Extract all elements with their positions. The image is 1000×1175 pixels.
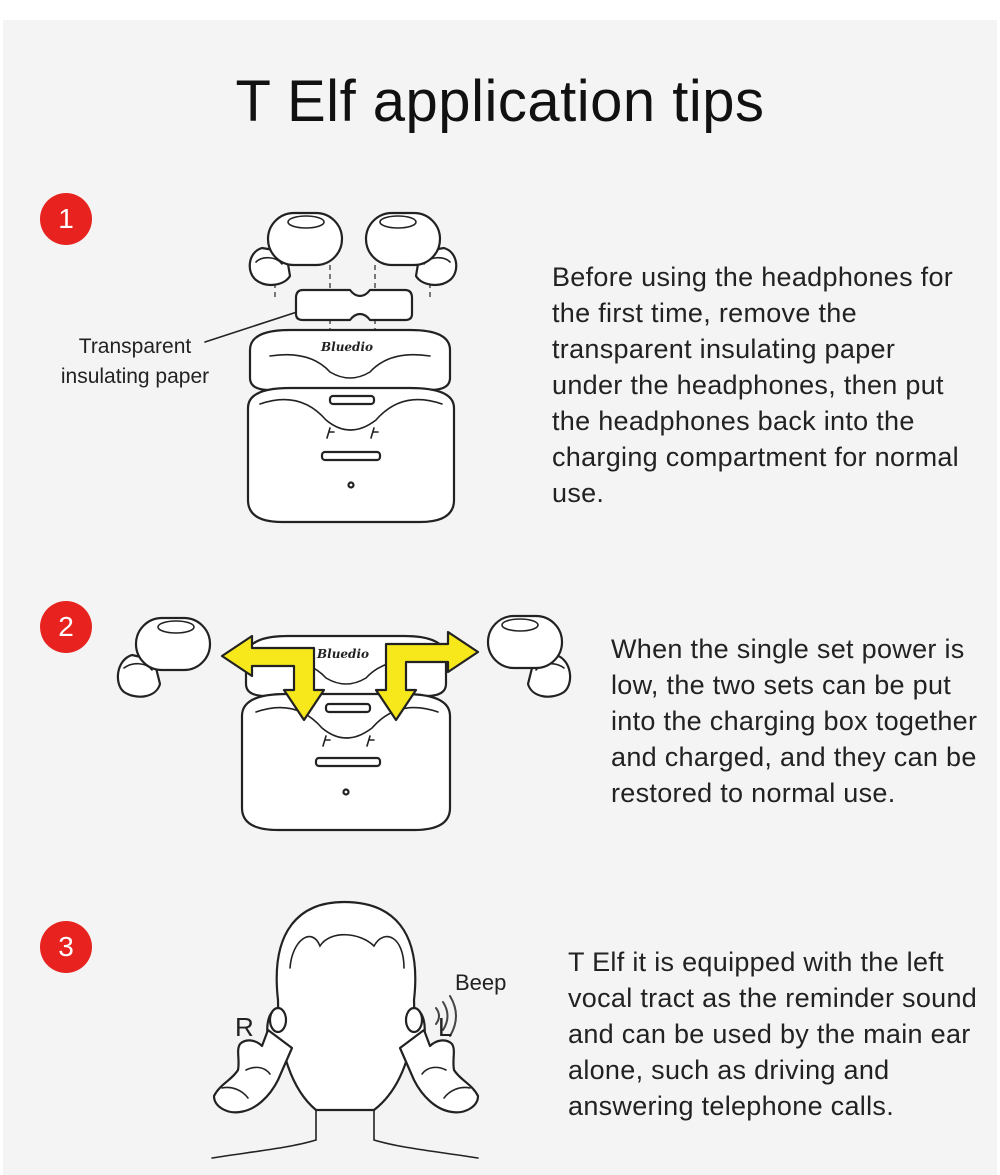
- callout-line-2: insulating paper: [60, 365, 210, 388]
- left-ear-bud: [406, 1008, 422, 1032]
- right-ear-mark: R: [235, 1012, 254, 1042]
- step-1-badge: 1: [40, 193, 92, 245]
- step-3-text: T Elf it is equipped with the left vocal tract as the reminder sound and can be used by the main ear alone, such as driving and answering telephone calls.: [568, 947, 978, 1121]
- step-3-badge: 3: [40, 921, 92, 973]
- step-2-badge: 2: [40, 601, 92, 653]
- step-1-text: Before using the headphones for the first time, remove the transparent insulating paper under the headphones, then put the headphones back into the charging compartment for normal use.: [552, 262, 959, 508]
- beep-label: Beep: [455, 970, 507, 995]
- step-2-text: When the single set power is low, the two sets can be put into the charging box together and charged, and they can be restored to normal use.: [611, 634, 978, 808]
- svg-text:Bluedio: Bluedio: [317, 647, 370, 661]
- svg-text:Bluedio: Bluedio: [321, 340, 374, 354]
- right-ear-bud: [270, 1008, 286, 1032]
- left-ear-mark: L: [438, 1012, 453, 1042]
- callout-line-1: Transparent: [78, 335, 192, 358]
- page-title: T Elf application tips: [235, 69, 765, 134]
